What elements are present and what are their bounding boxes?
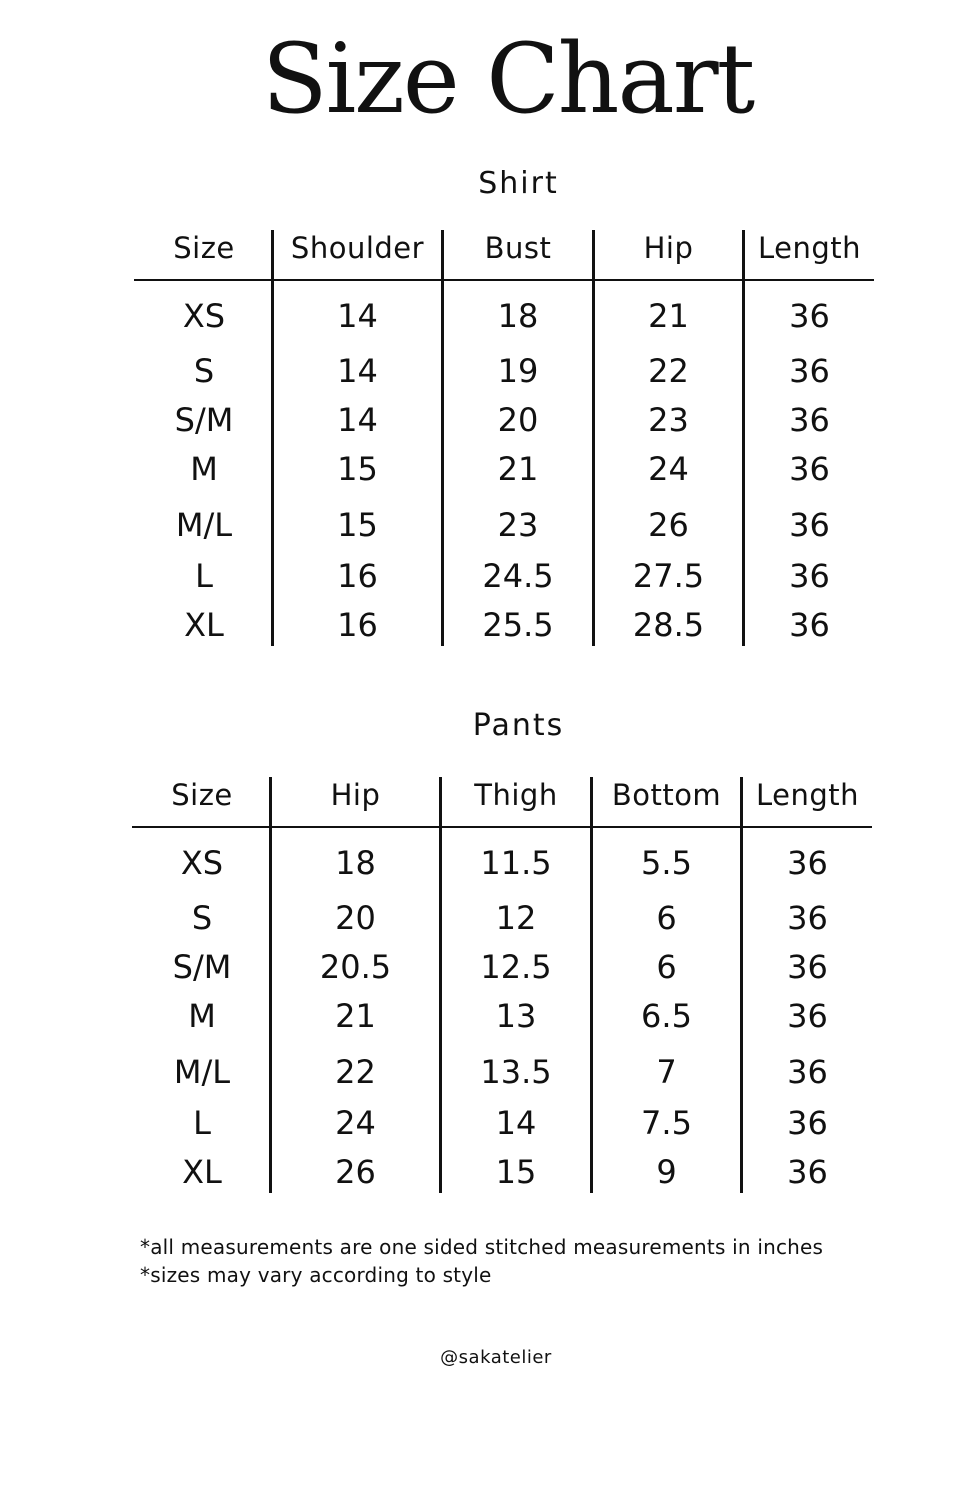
measurement-cell: 14 <box>495 1104 537 1142</box>
measurement-cell: 22 <box>648 352 689 390</box>
measurement-cell: 24.5 <box>482 557 554 595</box>
shirt-size-table <box>134 230 874 650</box>
measurement-cell: 36 <box>789 401 830 439</box>
column-header: Length <box>755 778 860 812</box>
measurement-cell: 23 <box>497 506 539 544</box>
size-label-cell: XL <box>184 606 224 644</box>
measurement-cell: 25.5 <box>482 606 554 644</box>
column-header: Length <box>757 231 862 265</box>
measurement-cell: 36 <box>787 1104 828 1142</box>
column-header: Hip <box>643 231 694 265</box>
social-handle: @sakatelier <box>440 1347 552 1368</box>
measurement-cell: 14 <box>337 352 378 390</box>
measurement-cell: 16 <box>337 606 378 644</box>
column-header: Bust <box>484 231 552 265</box>
size-label-cell: L <box>193 1104 211 1142</box>
measurement-cell: 19 <box>497 352 539 390</box>
size-label-cell: M/L <box>173 1053 231 1091</box>
measurement-cell: 13.5 <box>480 1053 552 1091</box>
measurement-cell: 12.5 <box>480 948 552 986</box>
measurement-cell: 36 <box>789 606 830 644</box>
pants-size-table <box>132 777 872 1197</box>
measurement-cell: 26 <box>335 1153 376 1191</box>
size-label-cell: XS <box>180 844 224 882</box>
measurement-cell: 36 <box>787 997 828 1035</box>
measurement-cell: 18 <box>335 844 376 882</box>
measurement-cell: 7 <box>656 1053 677 1091</box>
measurement-cell: 36 <box>789 297 830 335</box>
measurement-cell: 20 <box>335 899 376 937</box>
measurement-cell: 21 <box>648 297 689 335</box>
measurement-cell: 36 <box>789 352 830 390</box>
shirt-section-title: Shirt <box>478 166 559 201</box>
measurement-cell: 5.5 <box>641 844 692 882</box>
measurement-note: *all measurements are one sided stitched measurements in inches <box>140 1235 824 1259</box>
measurement-cell: 7.5 <box>641 1104 692 1142</box>
measurement-cell: 26 <box>648 506 689 544</box>
measurement-cell: 20 <box>497 401 539 439</box>
measurement-cell: 6 <box>656 948 677 986</box>
size-label-cell: XL <box>182 1153 222 1191</box>
measurement-cell: 22 <box>335 1053 376 1091</box>
size-label-cell: M/L <box>175 506 233 544</box>
column-header: Thigh <box>474 778 558 812</box>
size-label-cell: S/M <box>174 401 234 439</box>
measurement-cell: 36 <box>789 506 830 544</box>
measurement-cell: 20.5 <box>319 948 392 986</box>
measurement-cell: 21 <box>335 997 376 1035</box>
measurement-cell: 24 <box>335 1104 376 1142</box>
measurement-cell: 21 <box>497 450 539 488</box>
measurement-cell: 36 <box>787 1053 828 1091</box>
measurement-cell: 23 <box>648 401 689 439</box>
measurement-cell: 28.5 <box>632 606 705 644</box>
column-header: Hip <box>330 778 381 812</box>
measurement-cell: 24 <box>648 450 689 488</box>
pants-section-title: Pants <box>472 708 565 743</box>
size-variation-note: *sizes may vary according to style <box>140 1263 492 1287</box>
header-underline <box>132 826 872 828</box>
size-label-cell: M <box>190 450 218 488</box>
measurement-cell: 14 <box>337 401 378 439</box>
column-header: Size <box>171 778 233 812</box>
size-label-cell: M <box>188 997 216 1035</box>
size-label-cell: L <box>195 557 213 595</box>
measurement-cell: 15 <box>495 1153 537 1191</box>
measurement-cell: 15 <box>337 450 378 488</box>
measurement-cell: 6.5 <box>641 997 692 1035</box>
measurement-cell: 36 <box>787 1153 828 1191</box>
header-underline <box>134 279 874 281</box>
measurement-cell: 36 <box>789 450 830 488</box>
measurement-cell: 36 <box>787 899 828 937</box>
measurement-cell: 16 <box>337 557 378 595</box>
measurement-cell: 27.5 <box>632 557 705 595</box>
measurement-cell: 12 <box>495 899 537 937</box>
measurement-cell: 15 <box>337 506 378 544</box>
column-header: Bottom <box>611 778 722 812</box>
measurement-cell: 14 <box>337 297 378 335</box>
page-title: Size Chart <box>261 23 754 135</box>
measurement-cell: 13 <box>495 997 537 1035</box>
column-header: Shoulder <box>290 231 425 265</box>
measurement-cell: 6 <box>656 899 677 937</box>
measurement-cell: 36 <box>787 844 828 882</box>
measurement-cell: 9 <box>656 1153 677 1191</box>
column-header: Size <box>173 231 235 265</box>
measurement-cell: 18 <box>497 297 539 335</box>
measurement-cell: 36 <box>789 557 830 595</box>
size-label-cell: S <box>193 352 215 390</box>
size-label-cell: S/M <box>172 948 232 986</box>
measurement-cell: 11.5 <box>480 844 552 882</box>
size-label-cell: S <box>191 899 213 937</box>
measurement-cell: 36 <box>787 948 828 986</box>
size-label-cell: XS <box>182 297 226 335</box>
